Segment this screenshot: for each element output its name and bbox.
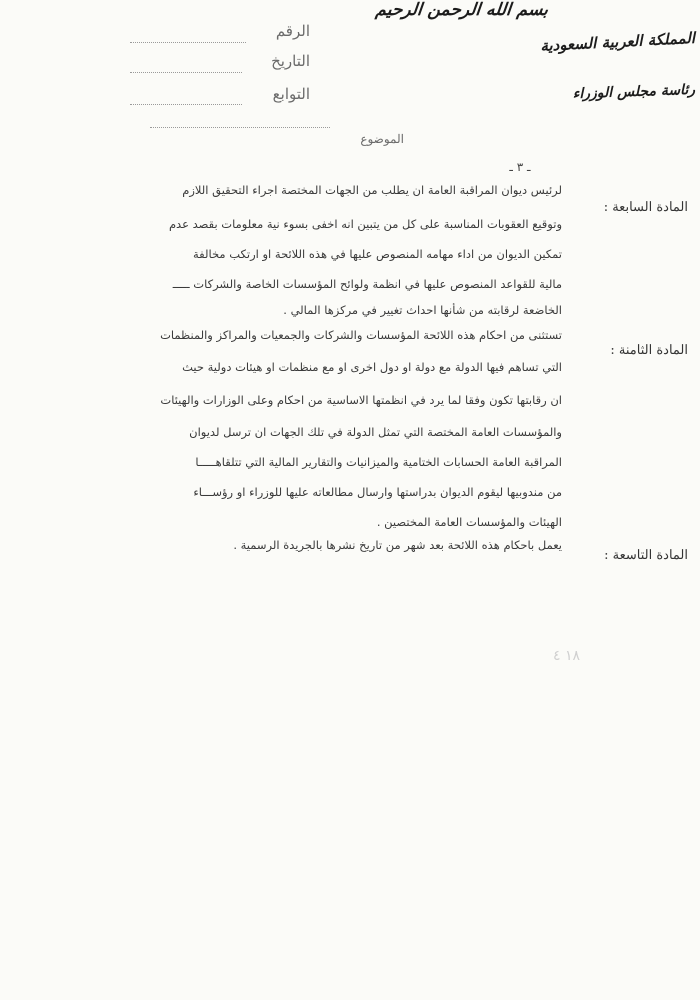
number-field-line — [130, 42, 246, 43]
attachments-field-line — [130, 104, 242, 105]
article-7-line: مالية للقواعد المنصوص عليها في انظمة ولوائح المؤسسات الخاصة والشركات ـــــ — [172, 277, 562, 291]
article-7-label: المادة السابعة : — [603, 200, 688, 215]
date-label: التاريخ — [271, 52, 310, 70]
article-7-line: وتوقيع العقوبات المناسبة على كل من يتبين انه اخفى بسوء نية معلومات بقصد عدم — [168, 217, 562, 231]
article-8-line: من مندوبيها ليقوم الديوان بدراستها وارسال مطالعاته عليها للوزراء او رؤســـاء — [193, 485, 562, 499]
page-number-mark: ـ ٣ ـ — [509, 160, 531, 174]
letterhead-council: رئاسة مجلس الوزراء — [572, 81, 696, 103]
article-8-line: التي تساهم فيها الدولة مع دولة او دول اخرى او مع منظمات او هيئات دولية حيث — [182, 360, 562, 374]
number-label: الرقم — [275, 22, 310, 40]
faint-stamp: ١٨ ٤ — [552, 648, 580, 664]
date-field-line — [130, 72, 242, 73]
letterhead-country: المملكة العربية السعودية — [539, 28, 696, 55]
article-9-line: يعمل باحكام هذه اللائحة بعد شهر من تاريخ نشرها بالجريدة الرسمية . — [233, 538, 562, 552]
header-extra-line — [150, 127, 330, 128]
attachments-label: التوابع — [272, 85, 310, 103]
article-8-line: ان رقابتها تكون وفقا لما يرد في انظمتها الاساسية من احكام وعلى الوزارات والهيئات — [160, 393, 562, 407]
subject-label: الموضوع — [360, 132, 404, 146]
basmala: بسم الله الرحمن الرحيم — [374, 0, 550, 20]
article-9-label: المادة التاسعة : — [604, 548, 688, 563]
article-8-line: تستثنى من احكام هذه اللائحة المؤسسات والشركات والجمعيات والمراكز والمنظمات — [160, 328, 562, 342]
article-7-line: تمكين الديوان من اداء مهامه المنصوص عليها في هذه اللائحة او ارتكب مخالفة — [193, 247, 562, 261]
article-8-line: الهيئات والمؤسسات العامة المختصين . — [376, 515, 562, 529]
article-8-line: والمؤسسات العامة المختصة التي تمثل الدولة في تلك الجهات ان ترسل لديوان — [189, 425, 562, 439]
article-8-label: المادة الثامنة : — [610, 343, 688, 358]
article-7-line: الخاضعة لرقابته من شأنها احداث تغيير في مركزها المالي . — [283, 303, 562, 317]
article-7-line: لرئيس ديوان المراقبة العامة ان يطلب من الجهات المختصة اجراء التحقيق اللازم — [182, 183, 562, 197]
article-8-line: المراقبة العامة الحسابات الختامية والميزانيات والتقارير المالية التي تتلقاهـــــا — [195, 455, 562, 469]
